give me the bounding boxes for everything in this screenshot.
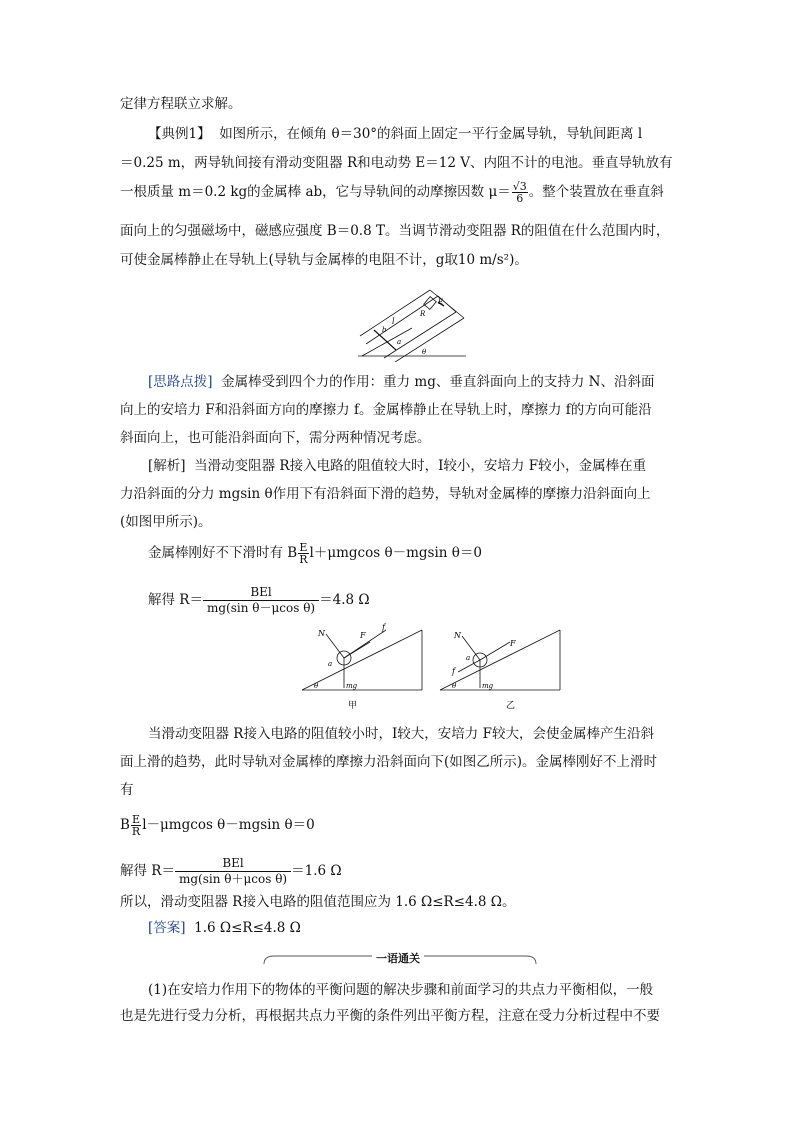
mu-fraction: $\frac{√3}{6}$ bbox=[512, 180, 527, 205]
analysis-tag: [解析] bbox=[148, 458, 186, 474]
jia-label-N: N bbox=[318, 629, 325, 638]
label-b: b bbox=[382, 326, 387, 334]
line-continuation: 定律方程联立求解。 bbox=[120, 96, 242, 112]
example-line-2: ＝0.25 m，两导轨间接有滑动变阻器 R和电动势 E＝12 V、内阻不计的电池。垂直导轨放有 bbox=[120, 155, 673, 171]
answer-line: [答案] 1.6 Ω≤R≤4.8 Ω bbox=[148, 920, 301, 936]
figure-yi bbox=[434, 620, 564, 712]
analysis-line-1: [解析] 当滑动变阻器 R接入电路的阻值较大时，I较小，安培力 F较小，金属棒在重 bbox=[148, 458, 647, 474]
example-tag: 【典例1】 bbox=[148, 126, 211, 142]
part2-line-2: 面上滑的趋势，此时导轨对金属棒的摩擦力沿斜面向下(如图乙所示)。金属棒刚好不上滑时 bbox=[120, 754, 658, 770]
part2-line-1: 当滑动变阻器 R接入电路的阻值较小时，I较大，安培力 F较大，会使金属棒产生沿斜 bbox=[148, 726, 654, 742]
tip-line-1: (1)在安培力作用下的物体的平衡问题的解决步骤和前面学习的共点力平衡相似，一般 bbox=[148, 982, 654, 998]
yi-caption: 乙 bbox=[506, 701, 516, 711]
separator-label: 一语通关 bbox=[372, 950, 424, 966]
jia-label-f: f bbox=[382, 623, 385, 632]
part2-line-3: 有 bbox=[120, 782, 134, 798]
yi-label-N: N bbox=[454, 631, 461, 640]
example-line-3: 一根质量 m＝0.2 kg的金属棒 ab，它与导轨间的动摩擦因数 μ＝ $\frac{√3}{6}$ 。整个装置放在垂直斜 bbox=[120, 180, 664, 205]
yi-label-f: f bbox=[452, 667, 455, 676]
equation-1: 金属棒刚好不下滑时有 B $\frac{E}{R}$ l＋μmgcos θ－mgsin θ＝0 bbox=[148, 541, 482, 566]
example-line-1: 【典例1】 如图所示，在倾角 θ＝30°的斜面上固定一平行金属导轨，导轨间距离 l bbox=[148, 126, 643, 142]
label-a: a bbox=[397, 338, 402, 346]
solution-2: 解得 R＝ $\frac{\text{BEl}}{\text{mg(sin θ＋μcos θ)}}$ ＝1.6 Ω bbox=[120, 856, 342, 886]
example-line-4: 面向上的匀强磁场中，磁感应强度 B＝0.8 T。当调节滑动变阻器 R的阻值在什么范围内时， bbox=[120, 223, 670, 239]
jia-label-F: F bbox=[360, 631, 366, 640]
label-theta: θ bbox=[422, 348, 427, 356]
answer-tag: [答案] bbox=[148, 920, 186, 936]
analysis-line-2: 力沿斜面的分力 mgsin θ作用下有沿斜面下滑的趋势，导轨对金属棒的摩擦力沿斜面向上 bbox=[120, 486, 651, 502]
figure-jia bbox=[296, 620, 426, 712]
yi-label-mg: mg bbox=[482, 682, 494, 690]
jia-label-a: a bbox=[328, 660, 333, 668]
label-l: l bbox=[392, 317, 395, 326]
example-line-5: 可使金属棒静止在导轨上(导轨与金属棒的电阻不计，g取10 m/s²)。 bbox=[120, 252, 528, 268]
tip-line-2: 也是先进行受力分析，再根据共点力平衡的条件列出平衡方程，注意在受力分析过程中不要 bbox=[120, 1008, 660, 1024]
hint-line-1: [思路点拨] 金属棒受到四个力的作用：重力 mg、垂直斜面向上的支持力 N、沿斜面 bbox=[148, 374, 655, 390]
hint-tag: [思路点拨] bbox=[148, 374, 213, 390]
jia-label-theta: θ bbox=[314, 682, 319, 690]
equation-2: B $\frac{E}{R}$ l－μmgcos θ－mgsin θ＝0 bbox=[120, 813, 315, 838]
solution-1: 解得 R＝ $\frac{\text{BEl}}{\text{mg(sin θ－μcos θ)}}$ ＝4.8 Ω bbox=[148, 585, 370, 615]
jia-label-mg: mg bbox=[346, 682, 358, 690]
analysis-line-3: (如图甲所示)。 bbox=[120, 514, 212, 530]
yi-label-theta: θ bbox=[452, 682, 457, 690]
label-R: R bbox=[420, 310, 426, 318]
yi-label-a: a bbox=[466, 654, 471, 662]
conclusion: 所以，滑动变阻器 R接入电路的阻值范围应为 1.6 Ω≤R≤4.8 Ω。 bbox=[120, 894, 516, 910]
hint-line-3: 斜面向上，也可能沿斜面向下，需分两种情况考虑。 bbox=[120, 430, 431, 446]
yi-label-F: F bbox=[510, 639, 516, 648]
label-E: E bbox=[438, 298, 444, 306]
figure-incline-rails bbox=[352, 282, 472, 362]
jia-caption: 甲 bbox=[348, 701, 358, 711]
hint-line-2: 向上的安培力 F和沿斜面方向的摩擦力 f。金属棒静止在导轨上时，摩擦力 f的方向可能沿 bbox=[120, 402, 652, 418]
